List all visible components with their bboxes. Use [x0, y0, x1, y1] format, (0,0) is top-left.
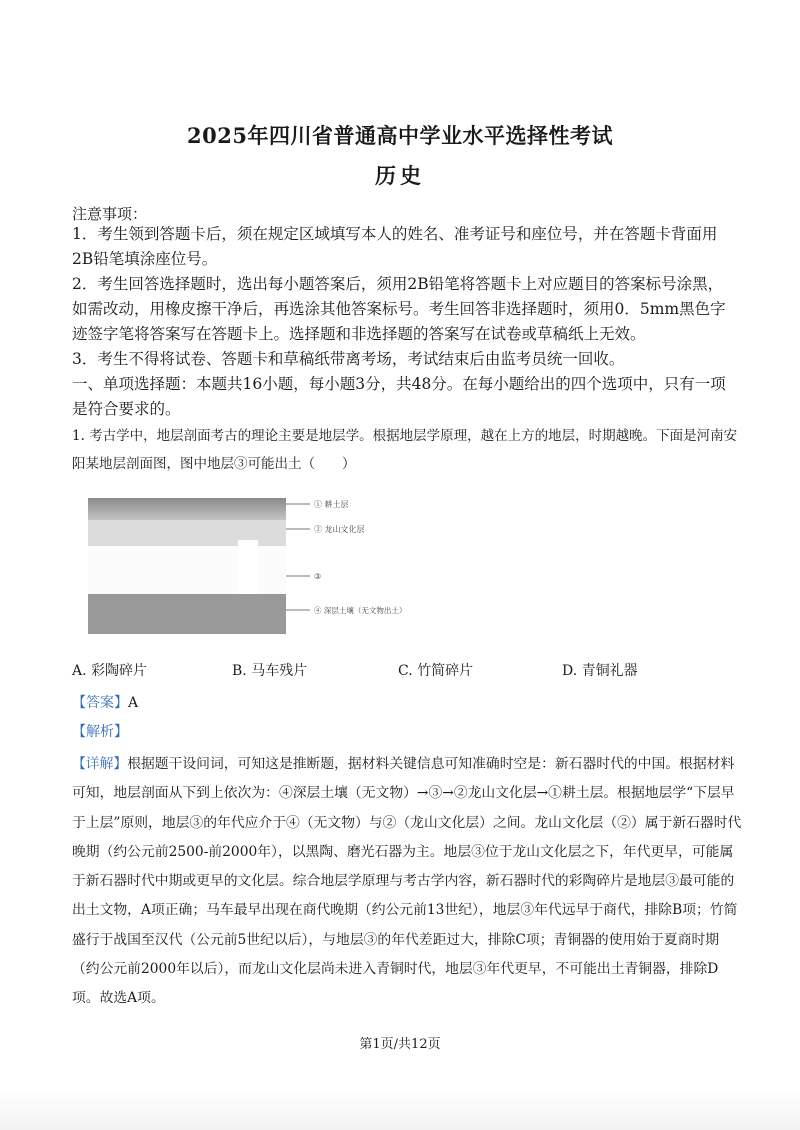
answer-value: A — [128, 695, 139, 711]
section-heading: 一、单项选择题：本题共16小题，每小题3分，共48分。在每小题给出的四个选项中，只有一项是符合要求的。 — [72, 375, 726, 418]
layer-4-band — [88, 594, 286, 634]
notice-item-1: 1．考生领到答题卡后，须在规定区域填写本人的姓名、准考证号和座位号，并在答题卡背面用2B铅笔填涂座位号。 — [72, 225, 718, 268]
option-a: A. 彩陶碎片 — [72, 663, 148, 679]
exam-title: 2025年四川省普通高中学业水平选择性考试 — [187, 123, 613, 148]
notice-item-3: 3．考生不得将试卷、答题卡和草稿纸带离考场，考试结束后由监考员统一回收。 — [72, 350, 625, 368]
figure-label-3: ③ — [314, 572, 322, 581]
page-bottom-shade — [0, 1090, 800, 1130]
detail-paragraph — [72, 750, 742, 1014]
question-1-stem: 1. 考古学中，地层剖面考古的理论主要是地层学。根据地层学原理，越在上方的地层，时期越晚。下面是河南安阳某地层剖面图，图中地层③可能出土（ ） — [72, 428, 738, 472]
option-d: D. 青铜礼器 — [562, 663, 638, 679]
layer-3-pit — [238, 540, 258, 596]
answer-line — [72, 692, 138, 712]
notice-heading: 注意事项： — [72, 205, 148, 223]
detail-label: 【详解】 — [72, 756, 128, 772]
detail-text: 根据题干设问词，可知这是推断题，据材料关键信息可知准确时空是：新石器时代的中国。根据材料可知，地层剖面从下到上依次为：④深层土壤（无文物）→③→②龙山文化层→①耕土层。根据地层学“下层早于上层”原则，地层③的年代应介于④（无文物）与②（龙山文化层）之间。龙山文化层（②）属于新石器时代晚期（约公元前2500-前2000年），以黑陶、磨光石器为主。地层③位于龙山文化层之下，年代更早，可能属于新石器时代中期或更早的文化层。综合地层学原理与考古学内容，新石器时代的彩陶碎片是地层③最可能的出土文物，A项正确；马车最早出现在商代晚期（约公元前13世纪），地层③年代远早于商代，排除B项；竹简盛行于战国至汉代（公元前5世纪以后），与地层③的年代差距过大，排除C项；青铜器的使用始于夏商时期（约公元前2000年以后），而龙山文化层尚未进入青铜时代，地层③年代更早，不可能出土青铜器，排除D项。故选A项。 — [72, 756, 742, 1007]
figure-label-2: ② 龙山文化层 — [314, 525, 365, 534]
analysis-label: 【解析】 — [72, 724, 128, 740]
option-b: B. 马车残片 — [232, 663, 308, 679]
answer-label: 【答案】 — [72, 695, 128, 711]
notice-item-2: 2．考生回答选择题时，选出每小题答案后，须用2B铅笔将答题卡上对应题目的答案标号涂黑，如需改动，用橡皮擦干净后，再选涂其他答案标号。考生回答非选择题时，须用0．5mm黑色字迹签字笔将答案写在答题卡上。选择题和非选择题的答案写在试卷或草稿纸上无效。 — [72, 275, 726, 343]
stratigraphy-figure — [88, 490, 428, 640]
figure-label-4: ④ 深层土壤（无文物出土） — [314, 606, 407, 615]
figure-label-1: ① 耕土层 — [314, 500, 349, 509]
subject-title: 历史 — [375, 163, 425, 188]
option-c: C. 竹简碎片 — [398, 663, 474, 679]
page-number: 第1页/共12页 — [359, 1037, 441, 1052]
